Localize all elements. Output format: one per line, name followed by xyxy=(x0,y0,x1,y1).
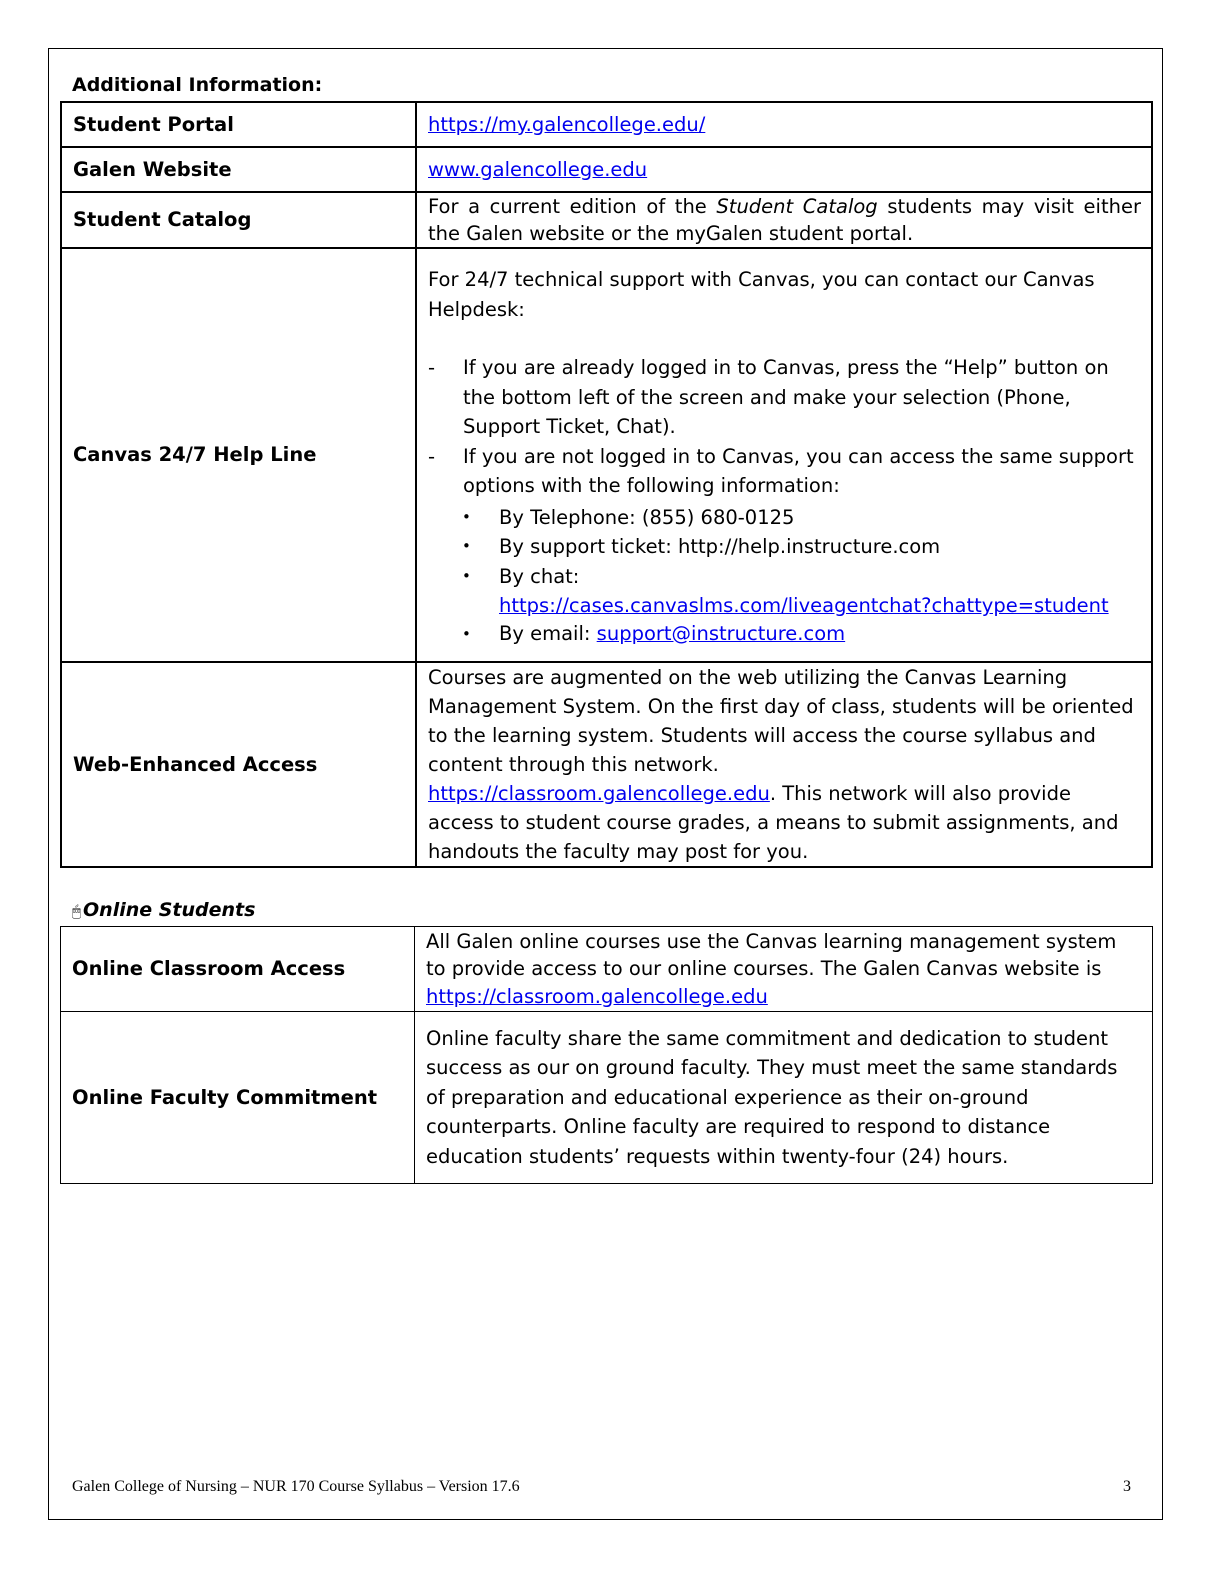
canvas-help-line-cell xyxy=(416,248,1152,662)
spacer xyxy=(428,324,1141,353)
catalog-text-italic: Student Catalog xyxy=(716,195,878,218)
web-access-text-1: Courses are augmented on the web utilizing the Canvas Learning Management System. On the first day of class, students will be oriented to the learning system. Students will access the course syllabus and content through this network. xyxy=(428,666,1134,776)
catalog-text-before: For a current edition of the xyxy=(428,195,717,218)
canvas-not-logged-in-text: If you are not logged in to Canvas, you can access the same support options with the following information: xyxy=(463,444,1134,498)
canvas-logged-in-text: If you are already logged in to Canvas, press the “Help” button on the bottom left of the screen and make your selection (Phone, Support Ticket, Chat). xyxy=(463,356,1109,439)
table-row xyxy=(61,147,1152,192)
footer-text: Galen College of Nursing – NUR 170 Course Syllabus – Version 17.6 xyxy=(72,1478,520,1495)
dash-marker: - xyxy=(428,444,436,468)
table-row xyxy=(61,192,1152,248)
canvas-intro: For 24/7 technical support with Canvas, you can contact our Canvas Helpdesk: xyxy=(428,268,1095,321)
student-portal-link[interactable]: https://my.galencollege.edu/ xyxy=(428,112,706,136)
canvas-telephone: By Telephone: (855) 680-0125 xyxy=(499,505,795,529)
online-faculty-commitment-label: Online Faculty Commitment xyxy=(61,1012,415,1184)
web-enhanced-access-label: Web-Enhanced Access xyxy=(61,662,416,867)
list-item xyxy=(428,621,1141,647)
bullet-marker: • xyxy=(462,624,471,643)
canvas-email-label: By email: xyxy=(499,621,597,645)
online-students-heading-text: Online Students xyxy=(83,899,256,921)
galen-website-label: Galen Website xyxy=(61,147,416,192)
canvas-chat-label: By chat: xyxy=(499,564,580,588)
table-row xyxy=(61,1012,1153,1184)
list-item xyxy=(428,562,1141,621)
additional-info-heading xyxy=(72,74,322,96)
list-item xyxy=(428,503,1141,533)
list-item xyxy=(428,353,1141,442)
online-faculty-commitment-cell: Online faculty share the same commitment and dedication to student success as our on ground faculty. They must meet the same standards of preparation and educational experience as their on-ground counterparts. Online faculty are required to respond to distance education students’ requests within twenty-four (24) hours. xyxy=(415,1012,1153,1184)
table-row xyxy=(61,248,1152,662)
additional-info-heading-text: Additional Information: xyxy=(72,74,323,96)
catalog-text-after: students may visit either the Galen website or the myGalen student portal. xyxy=(428,195,1141,245)
online-students-table xyxy=(60,926,1153,1184)
page-footer xyxy=(72,1478,1131,1496)
web-access-classroom-link[interactable]: https://classroom.galencollege.edu xyxy=(428,782,770,805)
online-classroom-link[interactable]: https://classroom.galencollege.edu xyxy=(426,984,768,1008)
student-portal-label: Student Portal xyxy=(61,102,416,147)
online-students-heading xyxy=(72,899,255,921)
galen-website-cell xyxy=(416,147,1152,192)
canvas-email-link[interactable]: support@instructure.com xyxy=(596,621,846,645)
table-row xyxy=(61,102,1152,147)
canvas-chat-link[interactable]: https://cases.canvaslms.com/liveagentchat?chattype=student xyxy=(499,594,1109,618)
online-classroom-access-cell xyxy=(415,927,1153,1012)
canvas-support-ticket: By support ticket: http://help.instructure.com xyxy=(499,535,941,559)
table-row xyxy=(61,927,1153,1012)
canvas-help-line-label: Canvas 24/7 Help Line xyxy=(61,248,416,662)
list-item xyxy=(428,442,1141,501)
bullet-marker: • xyxy=(462,537,471,556)
online-classroom-access-label: Online Classroom Access xyxy=(61,927,415,1012)
list-item xyxy=(428,532,1141,562)
student-catalog-cell xyxy=(416,192,1152,248)
online-classroom-text: All Galen online courses use the Canvas learning management system to provide access to our online courses. The Galen Canvas website is xyxy=(426,929,1117,981)
galen-website-link[interactable]: www.galencollege.edu xyxy=(428,157,648,181)
web-enhanced-access-cell xyxy=(416,662,1152,867)
additional-info-table xyxy=(60,101,1153,868)
mouse-pointer-icon: 🖱 xyxy=(72,902,82,920)
bullet-marker: • xyxy=(462,507,471,526)
student-catalog-label: Student Catalog xyxy=(61,192,416,248)
table-row xyxy=(61,662,1152,867)
web-access-text-2: . This network will also provide access to student course grades, a means to submit assignments, and handouts the faculty may post for you. xyxy=(428,782,1119,863)
student-portal-cell xyxy=(416,102,1152,147)
bullet-marker: • xyxy=(462,566,471,585)
page-number: 3 xyxy=(1123,1478,1131,1495)
dash-marker: - xyxy=(428,356,436,380)
